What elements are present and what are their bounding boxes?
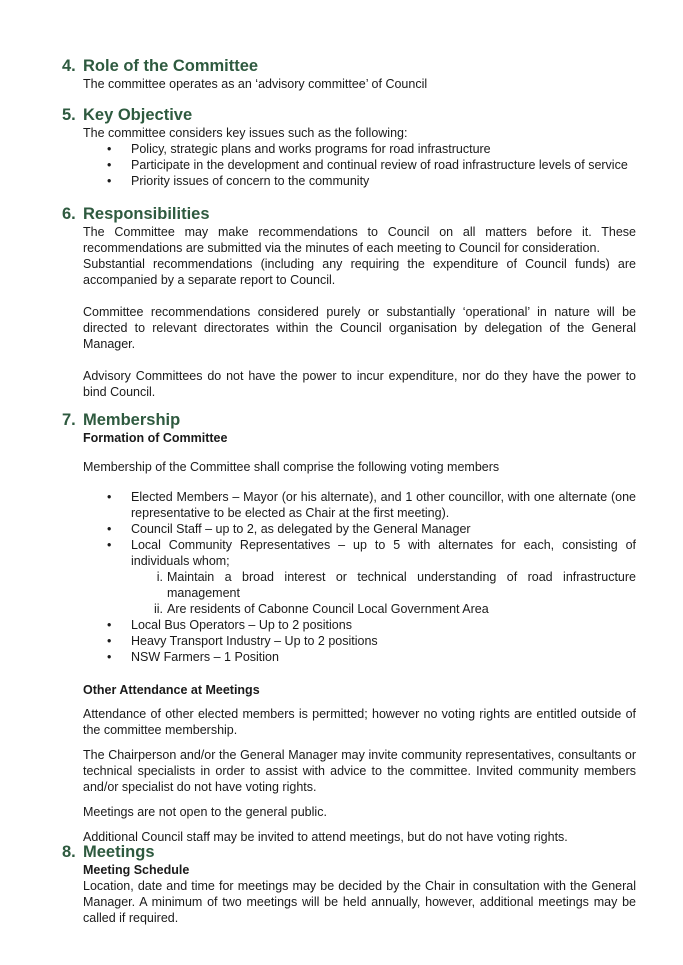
section-number: 4. bbox=[62, 57, 76, 75]
list-number: i. bbox=[156, 570, 163, 584]
section-role bbox=[62, 56, 636, 92]
section-heading bbox=[62, 842, 636, 862]
section-title: Meetings bbox=[83, 843, 155, 861]
list-item: • Local Bus Operators – Up to 2 positions bbox=[83, 617, 636, 633]
list-text: Are residents of Cabonne Council Local Government Area bbox=[167, 602, 489, 616]
section-heading bbox=[62, 204, 636, 224]
paragraph: Substantial recommendations (including any requiring the expenditure of Council funds) are accompanied by a separate report to Council. bbox=[83, 257, 636, 287]
paragraph: Location, date and time for meetings may be decided by the Chair in consultation with the General Manager. A minimum of two meetings will be held annually, however, additional meetings may be called if required. bbox=[83, 879, 636, 925]
paragraph: Meetings are not open to the general public. bbox=[83, 805, 327, 819]
list-item: • Council Staff – up to 2, as delegated by the General Manager bbox=[83, 521, 636, 537]
section-title: Responsibilities bbox=[83, 205, 210, 223]
bullet-list bbox=[83, 489, 636, 569]
list-item bbox=[83, 601, 636, 617]
paragraph: The committee operates as an ‘advisory committee’ of Council bbox=[83, 77, 428, 91]
subheading: Meeting Schedule bbox=[83, 863, 190, 877]
paragraph: Membership of the Committee shall comprise the following voting members bbox=[83, 460, 500, 474]
list-number: ii. bbox=[153, 602, 163, 616]
list-item: • NSW Farmers – 1 Position bbox=[83, 649, 636, 665]
list-text: Maintain a broad interest or technical understanding of road infrastructure management bbox=[167, 570, 636, 600]
bullet-list bbox=[83, 141, 636, 189]
paragraph: Attendance of other elected members is permitted; however no voting rights are entitled outside of the committee membership. bbox=[83, 707, 636, 737]
section-title: Key Objective bbox=[83, 106, 193, 124]
list-item: • Priority issues of concern to the community bbox=[83, 173, 636, 189]
paragraph: Additional Council staff may be invited to attend meetings, but do not have voting rights. bbox=[83, 830, 568, 844]
section-responsibilities bbox=[62, 204, 636, 400]
section-heading bbox=[62, 56, 636, 76]
section-number: 7. bbox=[62, 411, 76, 429]
list-item: • Heavy Transport Industry – Up to 2 positions bbox=[83, 633, 636, 649]
section-number: 5. bbox=[62, 106, 76, 124]
paragraph: Advisory Committees do not have the power to incur expenditure, nor do they have the power to bind Council. bbox=[83, 369, 636, 399]
list-item bbox=[83, 569, 636, 601]
section-number: 8. bbox=[62, 843, 76, 861]
subheading: Formation of Committee bbox=[83, 431, 228, 445]
list-item: • Local Community Representatives – up to 5 with alternates for each, consisting of individuals whom; bbox=[83, 537, 636, 569]
subheading: Other Attendance at Meetings bbox=[83, 683, 260, 697]
section-meetings bbox=[62, 842, 636, 926]
list-item: • Elected Members – Mayor (or his alternate), and 1 other councillor, with one alternate (one representative to be elected as Chair at the first meeting). bbox=[83, 489, 636, 521]
paragraph: The Chairperson and/or the General Manager may invite community representatives, consultants or technical specialists in order to assist with advice to the committee. Invited community members and/or specialist do not have voting rights. bbox=[83, 748, 636, 794]
section-number: 6. bbox=[62, 205, 76, 223]
section-membership bbox=[62, 410, 636, 845]
section-title: Membership bbox=[83, 411, 181, 429]
numbered-list bbox=[83, 569, 636, 617]
section-heading bbox=[62, 410, 636, 430]
paragraph: The committee considers key issues such as the following: bbox=[83, 126, 408, 140]
paragraph: The Committee may make recommendations to Council on all matters before it. These recommendations are submitted via the minutes of each meeting to Council for consideration. bbox=[83, 225, 636, 255]
section-title: Role of the Committee bbox=[83, 57, 259, 75]
list-item: • Participate in the development and continual review of road infrastructure levels of service bbox=[83, 157, 636, 173]
bullet-list bbox=[83, 617, 636, 665]
section-key-objective bbox=[62, 105, 636, 189]
list-item: • Policy, strategic plans and works programs for road infrastructure bbox=[83, 141, 636, 157]
paragraph: Committee recommendations considered purely or substantially ‘operational’ in nature will be directed to relevant directorates within the Council organisation by delegation of the General Manager. bbox=[83, 305, 636, 351]
section-heading bbox=[62, 105, 636, 125]
